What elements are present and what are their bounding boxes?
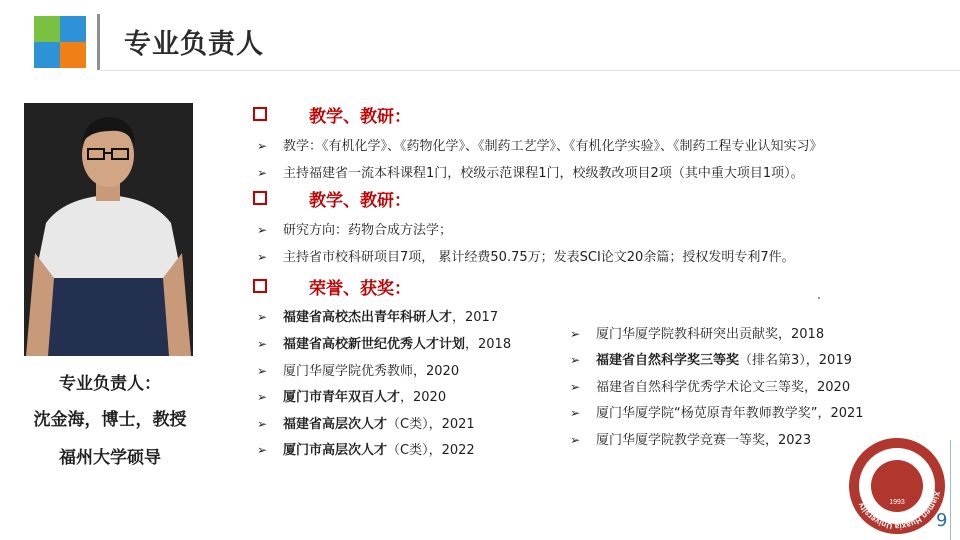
arrow-bullet-icon: ➢ [257,223,268,237]
honor-item: ➢ 厦门华厦学院教学竞赛一等奖，2023 [570,433,812,448]
list-item: ➢ 主持福建省一流本科课程1门，校级示范课程1门，校级教改项目2项（其中重大项目1项）。 [257,166,804,181]
page-title: 专业负责人 [124,29,264,60]
list-item: ➢ 研究方向：药物合成方法学； [257,223,453,238]
honor-item: ➢ 厦门华厦学院教科研突出贡献奖，2018 [570,327,825,342]
arrow-bullet-icon: ➢ [257,443,268,457]
checkbox-bullet-icon [253,191,267,205]
honor-item: ➢ 福建省自然科学优秀学术论文三等奖，2020 [570,380,851,395]
honor-item: ➢ 福建省自然科学奖三等奖（排名第3），2019 [570,353,852,368]
honor-item: ➢ 厦门华厦学院“杨苋原青年教师教学奖”，2021 [570,406,864,421]
arrow-bullet-icon: ➢ [570,433,581,447]
arrow-bullet-icon: ➢ [257,390,268,404]
profile-affiliation: 福州大学硕导 [59,448,161,468]
svg-text:Xiamen Huaxia University: Xiamen Huaxia University [856,490,942,532]
honor-item: ➢ 福建省高校杰出青年科研人才，2017 [257,310,499,325]
honor-item: ➢ 厦门市青年双百人才，2020 [257,390,447,405]
section-heading-teaching: 教学、教研： [253,102,411,127]
stray-dot [818,297,820,299]
arrow-bullet-icon: ➢ [257,364,268,378]
checkbox-bullet-icon [253,279,267,293]
section-heading-honors: 荣誉、获奖： [253,274,411,299]
section-heading-research: 教学、教研： [253,186,411,211]
checkbox-bullet-icon [253,107,267,121]
arrow-bullet-icon: ➢ [257,139,268,153]
portrait-photo [24,103,193,356]
arrow-bullet-icon: ➢ [257,337,268,351]
title-divider [97,14,100,70]
university-seal [849,438,948,534]
list-item: ➢ 教学：《有机化学》、《药物化学》、《制药工艺学》、《有机化学实验》、《制药工程专业认知实习》 [257,139,823,154]
logo [34,16,86,68]
arrow-bullet-icon: ➢ [257,250,268,264]
header-rule [100,70,960,71]
arrow-bullet-icon: ➢ [257,166,268,180]
arrow-bullet-icon: ➢ [570,327,581,341]
honor-item: ➢ 厦门华厦学院优秀教师，2020 [257,364,460,379]
profile-name-title: 沈金海，博士，教授 [33,410,187,430]
arrow-bullet-icon: ➢ [570,353,581,367]
arrow-bullet-icon: ➢ [257,310,268,324]
honor-item: ➢ 福建省高层次人才（C类），2021 [257,417,475,432]
profile-role: 专业负责人： [59,374,161,394]
honor-item: ➢ 厦门市高层次人才（C类），2022 [257,443,475,458]
arrow-bullet-icon: ➢ [257,417,268,431]
arrow-bullet-icon: ➢ [570,380,581,394]
honor-item: ➢ 福建省高校新世纪优秀人才计划，2018 [257,337,512,352]
svg-text:1993: 1993 [889,499,905,506]
arrow-bullet-icon: ➢ [570,406,581,420]
list-item: ➢ 主持省市校科研项目7项， 累计经费50.75万；发表SCI论文20余篇；授权发明专利7件。 [257,250,795,265]
side-accent-line [950,440,951,540]
page-number: 9 [936,510,948,531]
